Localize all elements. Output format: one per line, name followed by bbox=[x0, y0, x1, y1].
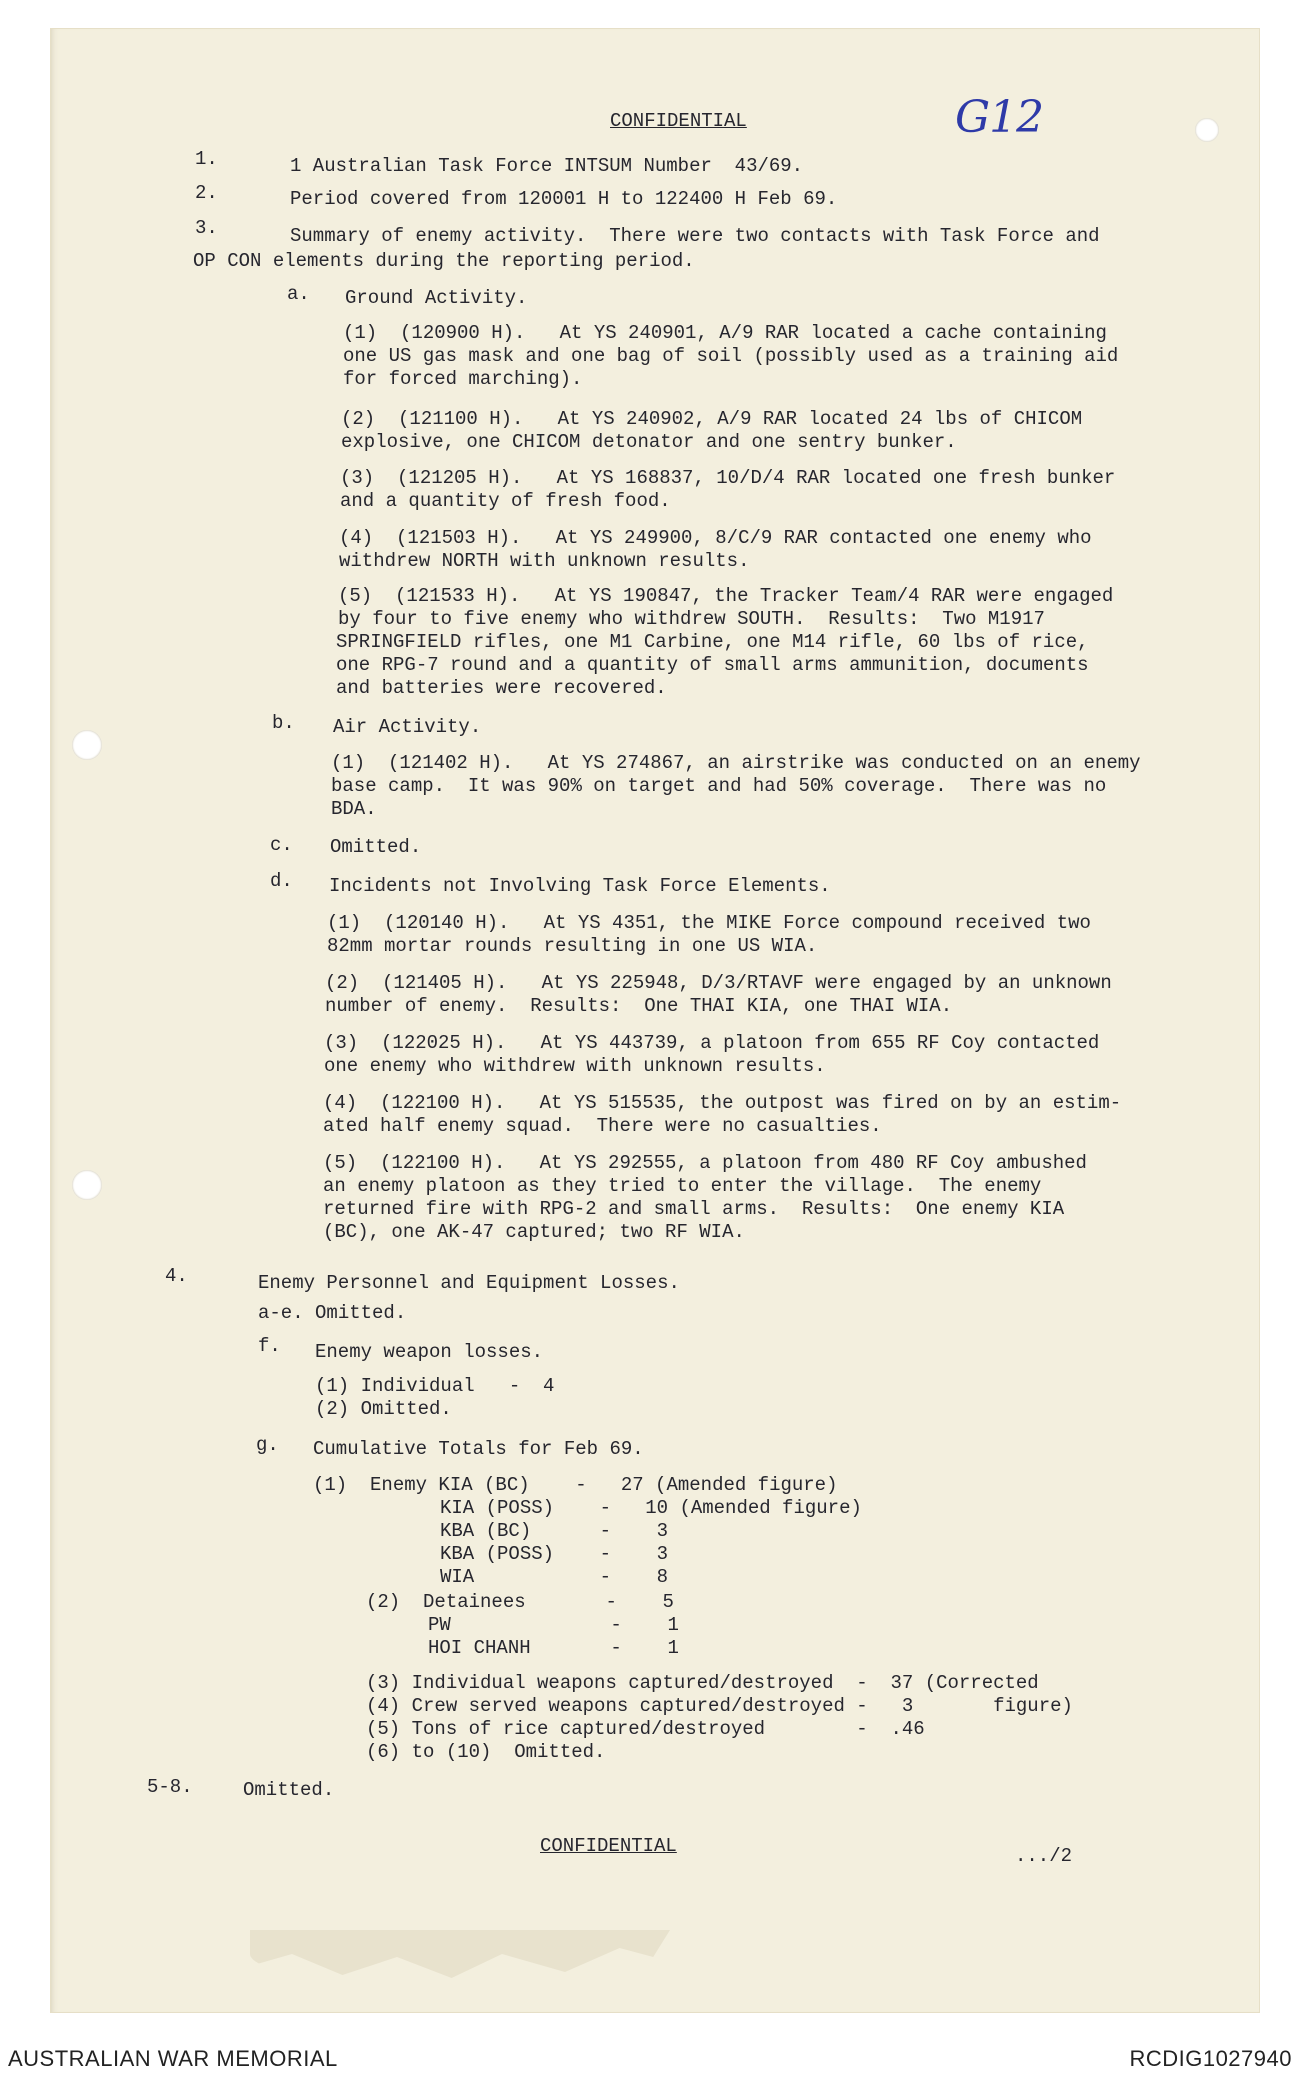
totals-line: KBA (POSS) - 3 bbox=[440, 1543, 669, 1565]
paragraph-line: number of enemy. Results: One THAI KIA, one THAI WIA. bbox=[325, 995, 953, 1017]
item-number: 5-8. bbox=[147, 1776, 193, 1798]
totals-line: KBA (BC) - 3 bbox=[440, 1520, 669, 1542]
item-number: 2. bbox=[195, 182, 218, 204]
paragraph-line: an enemy platoon as they tried to enter the village. The enemy bbox=[323, 1175, 1042, 1197]
page-continuation: .../2 bbox=[1015, 1845, 1073, 1867]
subitem-title: Enemy weapon losses. bbox=[315, 1341, 544, 1363]
paragraph-line: for forced marching). bbox=[343, 368, 583, 390]
totals-line: WIA - 8 bbox=[440, 1566, 669, 1588]
item-text: Summary of enemy activity. There were two contacts with Task Force and bbox=[290, 225, 1100, 247]
totals-line: (3) Individual weapons captured/destroyed - 37 (Corrected bbox=[366, 1672, 1039, 1694]
subitem-label: c. bbox=[270, 834, 293, 856]
paragraph-line: (2) (121100 H). At YS 240902, A/9 RAR located 24 lbs of CHICOM bbox=[341, 408, 1083, 430]
paragraph-line: withdrew NORTH with unknown results. bbox=[339, 550, 750, 572]
item-number: 3. bbox=[195, 217, 218, 239]
paragraph-line: one enemy who withdrew with unknown results. bbox=[324, 1055, 826, 1077]
paragraph-line: (4) (122100 H). At YS 515535, the outpost was fired on by an estim- bbox=[323, 1092, 1122, 1114]
paragraph-line: explosive, one CHICOM detonator and one sentry bunker. bbox=[341, 431, 957, 453]
paragraph-line: (5) (122100 H). At YS 292555, a platoon from 480 RF Coy ambushed bbox=[323, 1152, 1087, 1174]
item-text: Period covered from 120001 H to 122400 H Feb 69. bbox=[290, 188, 838, 210]
paragraph-line: one US gas mask and one bag of soil (possibly used as a training aid bbox=[343, 345, 1119, 367]
item-text: Enemy Personnel and Equipment Losses. bbox=[258, 1272, 680, 1294]
paragraph-line: (2) (121405 H). At YS 225948, D/3/RTAVF were engaged by an unknown bbox=[325, 972, 1112, 994]
paragraph-line: (3) (122025 H). At YS 443739, a platoon from 655 RF Coy contacted bbox=[324, 1032, 1100, 1054]
totals-line: (5) Tons of rice captured/destroyed - .46 bbox=[366, 1718, 925, 1740]
totals-line: (6) to (10) Omitted. bbox=[366, 1741, 606, 1763]
paragraph-line: SPRINGFIELD rifles, one M1 Carbine, one M14 rifle, 60 lbs of rice, bbox=[336, 631, 1089, 653]
paragraph-line: (4) (121503 H). At YS 249900, 8/C/9 RAR contacted one enemy who bbox=[339, 527, 1092, 549]
item-number: 4. bbox=[165, 1265, 188, 1287]
archive-name: AUSTRALIAN WAR MEMORIAL bbox=[8, 2046, 338, 2071]
paragraph-line: (5) (121533 H). At YS 190847, the Tracker Team/4 RAR were engaged bbox=[338, 585, 1114, 607]
item-text: 1 Australian Task Force INTSUM Number 43/69. bbox=[290, 155, 804, 177]
paragraph-line: returned fire with RPG-2 and small arms. Results: One enemy KIA bbox=[323, 1198, 1065, 1220]
punch-hole-corner bbox=[1195, 118, 1219, 142]
paragraph-line: (2) Omitted. bbox=[315, 1398, 452, 1420]
subitem-label: g. bbox=[256, 1434, 279, 1456]
paragraph-line: (1) (120900 H). At YS 240901, A/9 RAR located a cache containing bbox=[343, 322, 1107, 344]
paragraph-line: and a quantity of fresh food. bbox=[340, 490, 671, 512]
paragraph-line: (1) (121402 H). At YS 274867, an airstrike was conducted on an enemy bbox=[331, 752, 1141, 774]
subitem-label: d. bbox=[270, 870, 293, 892]
paragraph-line: (BC), one AK-47 captured; two RF WIA. bbox=[323, 1221, 745, 1243]
subitem-title: Cumulative Totals for Feb 69. bbox=[313, 1438, 644, 1460]
paragraph-line: (1) Individual - 4 bbox=[315, 1375, 555, 1397]
classification-header: CONFIDENTIAL bbox=[610, 110, 747, 132]
paragraph-line: one RPG-7 round and a quantity of small arms ammunition, documents bbox=[336, 654, 1089, 676]
subitem-title: Ground Activity. bbox=[345, 287, 528, 309]
punch-hole-upper bbox=[72, 730, 102, 760]
subitem-label: f. bbox=[258, 1335, 281, 1357]
paragraph-line: base camp. It was 90% on target and had 50% coverage. There was no bbox=[331, 775, 1107, 797]
paragraph-line: (1) (120140 H). At YS 4351, the MIKE Force compound received two bbox=[327, 912, 1091, 934]
handwritten-reference: G12 bbox=[955, 92, 1044, 143]
subitem-label: b. bbox=[272, 712, 295, 734]
item-number: 1. bbox=[195, 148, 218, 170]
subitem-title: Omitted. bbox=[330, 836, 422, 858]
item-text: OP CON elements during the reporting period. bbox=[193, 250, 695, 272]
item-text: Omitted. bbox=[243, 1779, 335, 1801]
archive-id: RCDIG1027940 bbox=[1129, 2046, 1292, 2071]
totals-line: (1) Enemy KIA (BC) - 27 (Amended figure) bbox=[313, 1474, 838, 1496]
totals-line: PW - 1 bbox=[428, 1614, 679, 1636]
paragraph-line: BDA. bbox=[331, 798, 377, 820]
subitem-title: a-e. Omitted. bbox=[258, 1302, 407, 1324]
subitem-title: Incidents not Involving Task Force Elements. bbox=[329, 875, 831, 897]
totals-line: (4) Crew served weapons captured/destroyed - 3 figure) bbox=[366, 1695, 1073, 1717]
paragraph-line: and batteries were recovered. bbox=[336, 677, 667, 699]
totals-line: (2) Detainees - 5 bbox=[366, 1591, 674, 1613]
subitem-label: a. bbox=[287, 283, 310, 305]
classification-footer: CONFIDENTIAL bbox=[540, 1835, 677, 1857]
totals-line: KIA (POSS) - 10 (Amended figure) bbox=[440, 1497, 862, 1519]
paragraph-line: (3) (121205 H). At YS 168837, 10/D/4 RAR located one fresh bunker bbox=[340, 467, 1116, 489]
paragraph-line: 82mm mortar rounds resulting in one US WIA. bbox=[327, 935, 818, 957]
paragraph-line: ated half enemy squad. There were no casualties. bbox=[323, 1115, 882, 1137]
paragraph-line: by four to five enemy who withdrew SOUTH. Results: Two M1917 bbox=[338, 608, 1045, 630]
subitem-title: Air Activity. bbox=[333, 716, 482, 738]
punch-hole-lower bbox=[72, 1170, 102, 1200]
totals-line: HOI CHANH - 1 bbox=[428, 1637, 679, 1659]
